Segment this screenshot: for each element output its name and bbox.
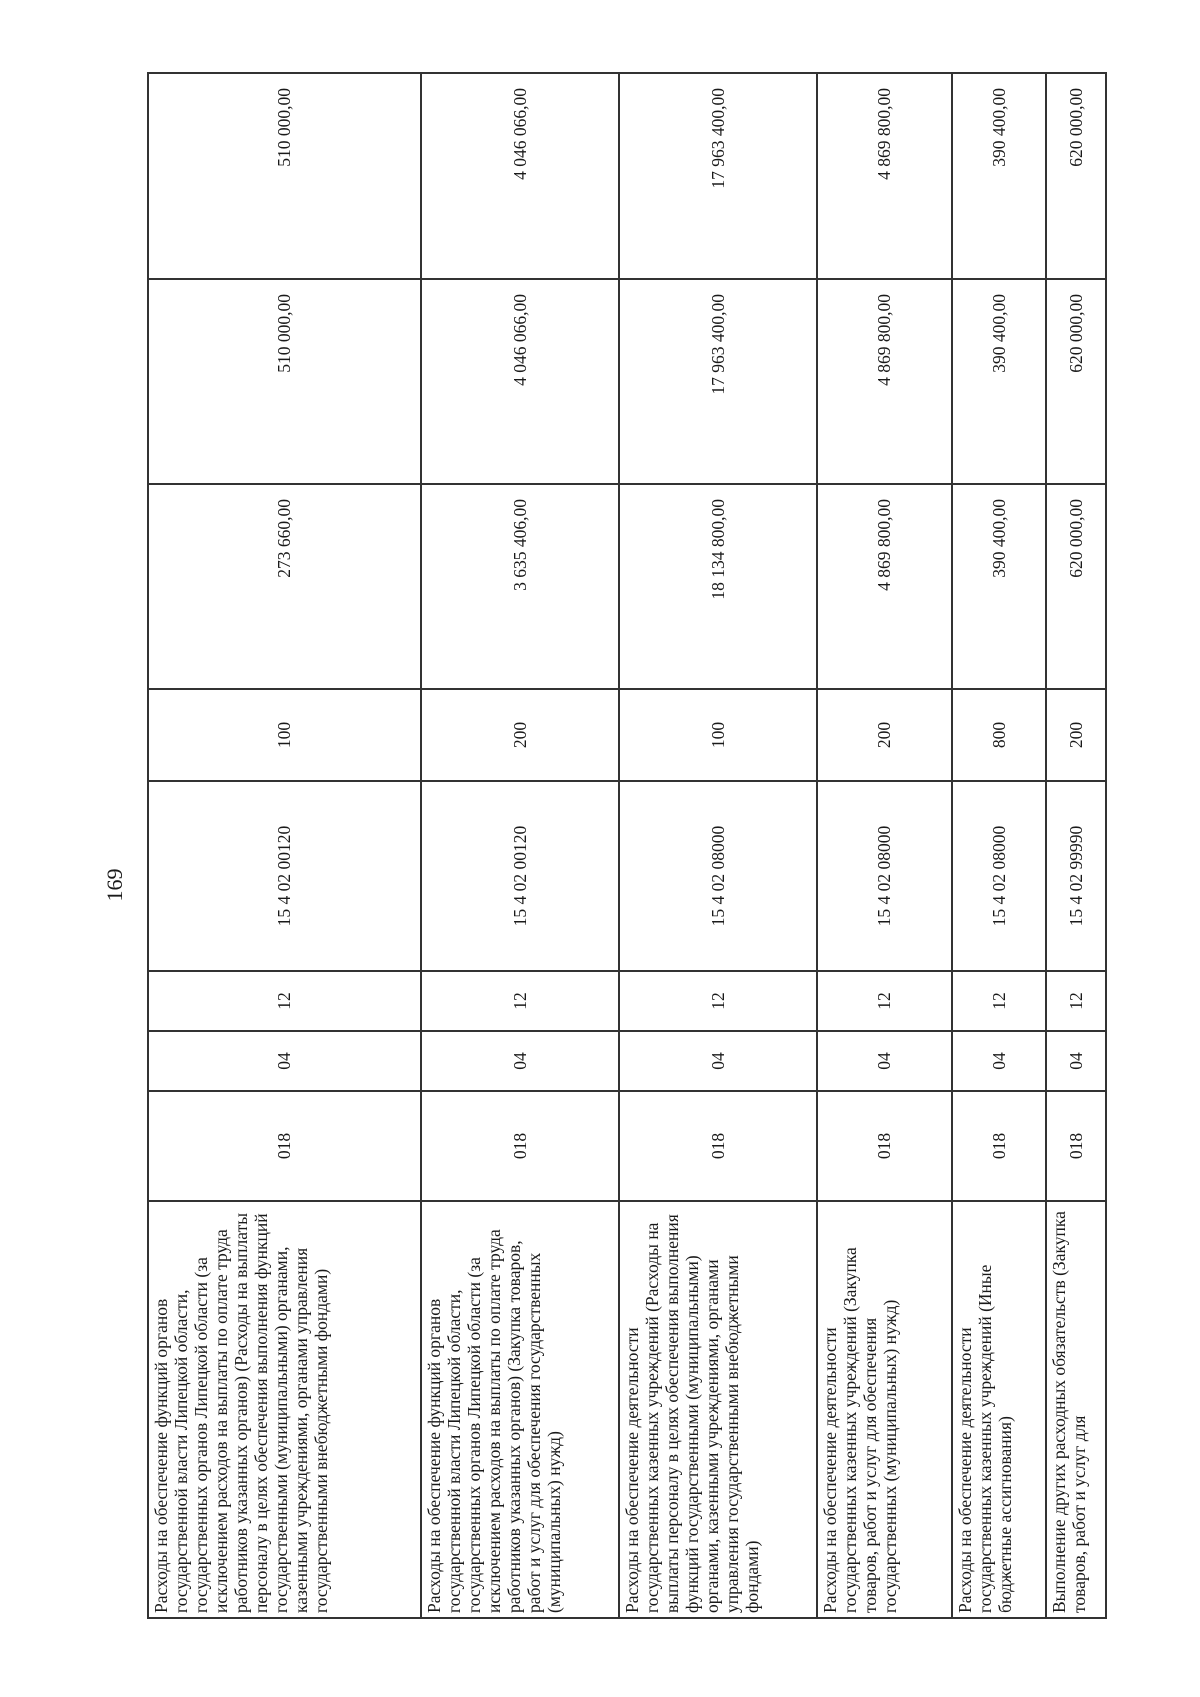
sum-year3-cell: 4 869 800,00 [817,73,952,279]
vr-cell: 200 [1046,689,1106,781]
csr-cell: 15 4 02 00120 [148,781,421,971]
pr-cell: 12 [952,971,1046,1031]
csr-cell: 15 4 02 99990 [1046,781,1106,971]
rotated-page-content [147,74,1107,1619]
ved-cell: 018 [817,1091,952,1201]
sum-year3-cell: 390 400,00 [952,73,1046,279]
table-row [421,73,619,1618]
row-description: Расходы на обеспечение деятельности государственных казенных учреждений (Иные бюджетные ассигнования) [952,1201,1046,1618]
table-row [817,73,952,1618]
row-description: Выполнение других расходных обязательств (Закупка товаров, работ и услуг для [1046,1201,1106,1618]
sum-year2-cell: 4 046 066,00 [421,279,619,484]
sum-year2-cell: 510 000,00 [148,279,421,484]
sum-year1-cell: 18 134 800,00 [619,484,817,689]
row-description: Расходы на обеспечение функций органов государственной власти Липецкой области, государственных органов Липецкой области (за исключением расходов на выплаты по оплате труда работников указанных органов) (Расходы на выплаты персоналу в целях обеспечения выполнения функций государственными (муниципальными) органами, казенными учреждениями, органами управления государственными внебюджетными фондами) [148,1201,421,1618]
ved-cell: 018 [952,1091,1046,1201]
vr-cell: 100 [619,689,817,781]
sum-year1-cell: 390 400,00 [952,484,1046,689]
csr-cell: 15 4 02 08000 [952,781,1046,971]
row-description: Расходы на обеспечение функций органов государственной власти Липецкой области, государственных органов Липецкой области (за исключением расходов на выплаты по оплате труда работников указанных органов) (Закупка товаров, работ и услуг для обеспечения государственных (муниципальных) нужд) [421,1201,619,1618]
table-row [1046,73,1106,1618]
table-row [619,73,817,1618]
pr-cell: 12 [817,971,952,1031]
csr-cell: 15 4 02 08000 [619,781,817,971]
page-number: 169 [102,868,127,902]
sum-year2-cell: 620 000,00 [1046,279,1106,484]
vr-cell: 200 [817,689,952,781]
pr-cell: 12 [1046,971,1106,1031]
table-row [952,73,1046,1618]
sum-year3-cell: 17 963 400,00 [619,73,817,279]
sum-year1-cell: 4 869 800,00 [817,484,952,689]
ved-cell: 018 [619,1091,817,1201]
ved-cell: 018 [148,1091,421,1201]
rz-cell: 04 [952,1031,1046,1091]
row-description: Расходы на обеспечение деятельности государственных казенных учреждений (Закупка товаров, работ и услуг для обеспечения государственных (муниципальных) нужд) [817,1201,952,1618]
sum-year2-cell: 390 400,00 [952,279,1046,484]
rz-cell: 04 [817,1031,952,1091]
csr-cell: 15 4 02 08000 [817,781,952,971]
ved-cell: 018 [421,1091,619,1201]
budget-table [147,72,1107,1619]
sum-year3-cell: 510 000,00 [148,73,421,279]
vr-cell: 200 [421,689,619,781]
pr-cell: 12 [619,971,817,1031]
csr-cell: 15 4 02 00120 [421,781,619,971]
sum-year2-cell: 4 869 800,00 [817,279,952,484]
sum-year1-cell: 620 000,00 [1046,484,1106,689]
sum-year2-cell: 17 963 400,00 [619,279,817,484]
ved-cell: 018 [1046,1091,1106,1201]
sum-year3-cell: 620 000,00 [1046,73,1106,279]
sum-year1-cell: 3 635 406,00 [421,484,619,689]
sum-year1-cell: 273 660,00 [148,484,421,689]
rz-cell: 04 [619,1031,817,1091]
pr-cell: 12 [421,971,619,1031]
rz-cell: 04 [421,1031,619,1091]
rz-cell: 04 [1046,1031,1106,1091]
vr-cell: 100 [148,689,421,781]
sum-year3-cell: 4 046 066,00 [421,73,619,279]
rz-cell: 04 [148,1031,421,1091]
table-row [148,73,421,1618]
vr-cell: 800 [952,689,1046,781]
row-description: Расходы на обеспечение деятельности государственных казенных учреждений (Расходы на выплаты персоналу в целях обеспечения выполнения функций государственными (муниципальными) органами, казенными учреждениями, органами управления государственными внебюджетными фондами) [619,1201,817,1618]
pr-cell: 12 [148,971,421,1031]
